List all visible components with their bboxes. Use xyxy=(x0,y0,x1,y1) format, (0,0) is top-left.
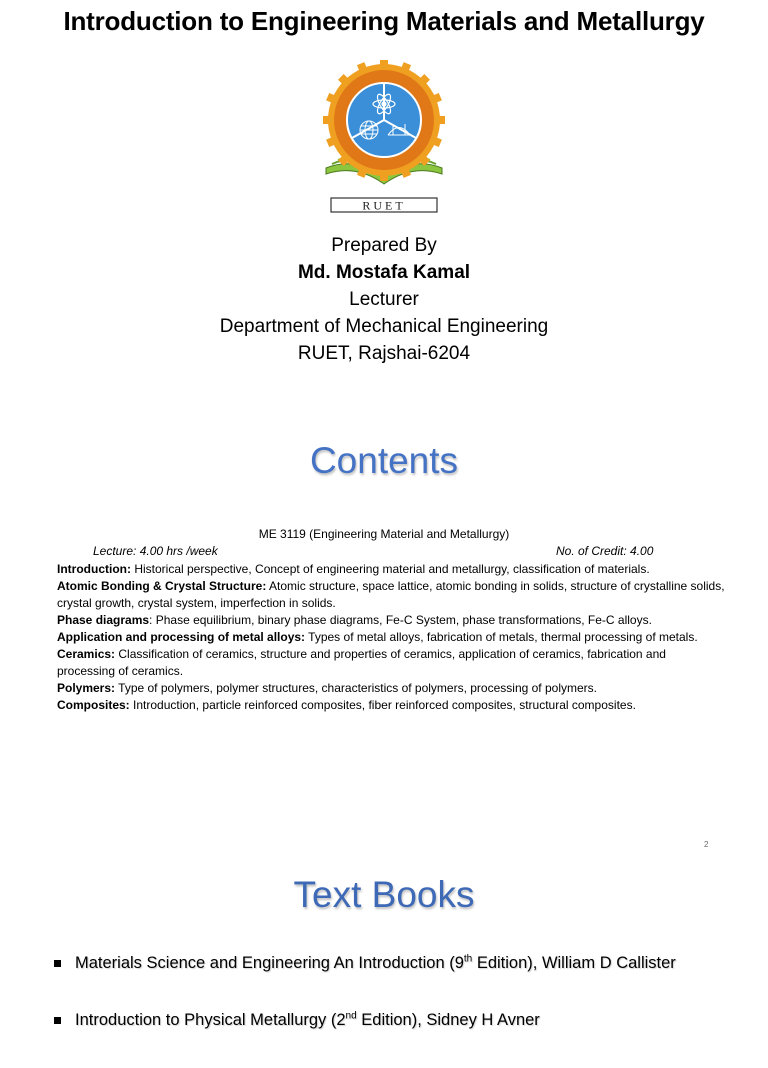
topic-item: Composites: Introduction, particle reinforced composites, fiber reinforced composites, structural composites. xyxy=(57,698,636,712)
main-title: Introduction to Engineering Materials and Metallurgy xyxy=(63,6,705,36)
topic-item: Ceramics: Classification of ceramics, structure and properties of ceramics, application of ceramics, fabrication and processing of ceramics. xyxy=(57,647,666,678)
author-name: Md. Mostafa Kamal xyxy=(297,262,471,283)
ruet-emblem-icon xyxy=(318,60,450,218)
contents-slide xyxy=(0,410,768,860)
author-department: Department of Mechanical Engineering xyxy=(219,316,549,337)
topic-item: Polymers: Type of polymers, polymer structures, characteristics of polymers, processing of polymers. xyxy=(57,681,597,695)
topic-item: Atomic Bonding & Crystal Structure: Atomic structure, space lattice, atomic bonding in solids, structure of crystalline solids, crystal growth, crystal system, imperfection in solids. xyxy=(57,579,725,610)
prepared-by-label: Prepared By xyxy=(331,235,437,256)
lecture-hours: Lecture: 4.00 hrs /week xyxy=(93,544,218,558)
syllabus-topics xyxy=(57,561,727,714)
square-bullet-icon xyxy=(54,960,61,967)
list-item: Materials Science and Engineering An Introduction (9th Edition), William D Callister xyxy=(52,954,752,973)
list-item: Introduction to Physical Metallurgy (2nd Edition), Sidney H Avner xyxy=(52,1011,752,1030)
author-block xyxy=(0,232,768,367)
textbook-list xyxy=(52,954,752,1068)
topic-item: Introduction: Historical perspective, Concept of engineering material and metallurgy, classification of materials. xyxy=(57,562,650,576)
author-address: RUET, Rajshai-6204 xyxy=(297,343,471,364)
course-code: ME 3119 (Engineering Material and Metallurgy) xyxy=(258,527,510,541)
textbooks-title: Text Books xyxy=(293,874,475,915)
topic-item: Application and processing of metal alloys: Types of metal alloys, fabrication of metals, thermal processing of metals. xyxy=(57,630,698,644)
svg-text:RUET: RUET xyxy=(362,198,406,213)
author-position: Lecturer xyxy=(349,289,419,310)
credit-count: No. of Credit: 4.00 xyxy=(556,544,654,558)
title-slide xyxy=(0,0,768,410)
page-number: 2 xyxy=(704,840,709,849)
ruet-logo xyxy=(318,60,450,218)
square-bullet-icon xyxy=(54,1017,61,1024)
textbooks-slide xyxy=(0,860,768,1029)
contents-title: Contents xyxy=(309,440,459,481)
topic-item: Phase diagrams: Phase equilibrium, binary phase diagrams, Fe-C System, phase transformations, Fe-C alloys. xyxy=(57,613,652,627)
